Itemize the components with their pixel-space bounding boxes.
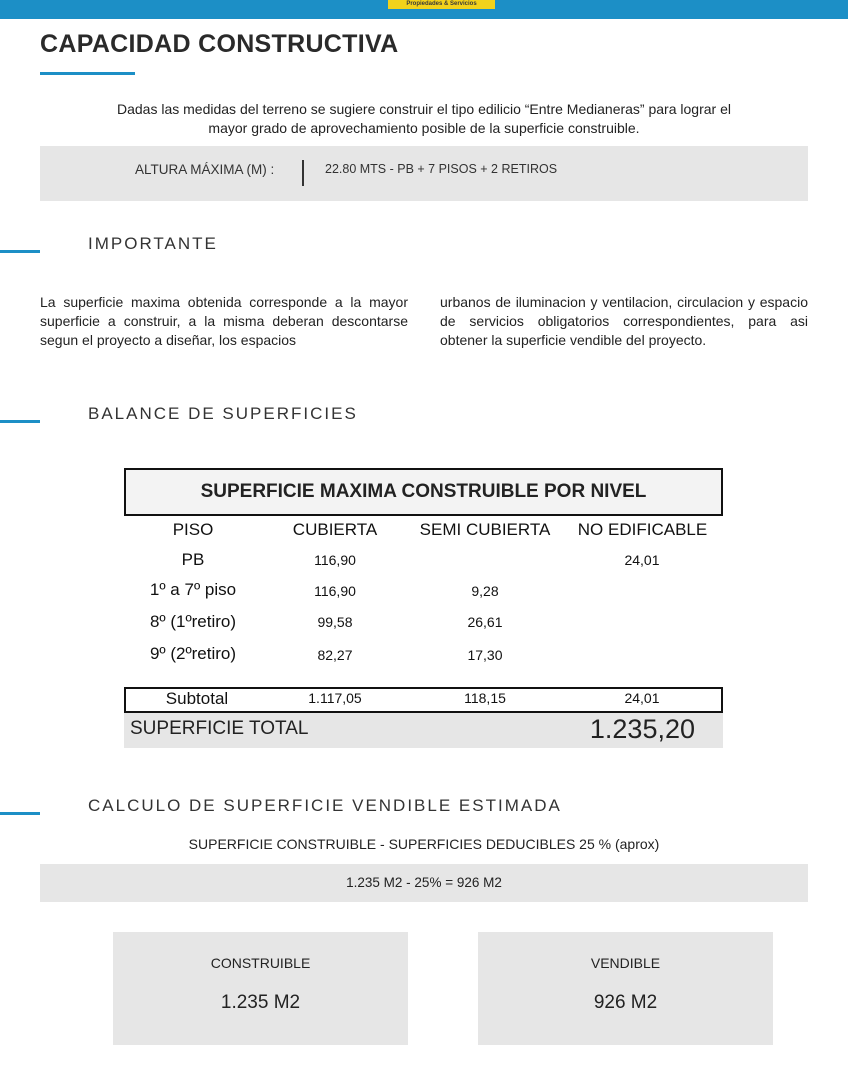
vendible-label: VENDIBLE (590, 955, 661, 971)
altura-value: 22.80 MTS - PB + 7 PISOS + 2 RETIROS (325, 162, 558, 176)
table-row-piso: PB (181, 550, 205, 569)
formula-box: 1.235 M2 - 25% = 926 M2 (40, 864, 808, 902)
subtotal-row (124, 687, 723, 713)
section-accent-line (0, 420, 40, 423)
construible-value: 1.235 M2 (220, 992, 301, 1013)
section-title-balance: BALANCE DE SUPERFICIES (88, 404, 358, 423)
total-row (124, 713, 723, 748)
table-title: SUPERFICIE MAXIMA CONSTRUIBLE POR NIVEL (124, 468, 723, 516)
column-header-cubierta: CUBIERTA (292, 520, 378, 539)
intro-line-2: mayor grado de aprovechamiento posible de la superficie construible. (208, 120, 640, 136)
intro-line-1: Dadas las medidas del terreno se sugiere construir el tipo edilicio “Entre Medianeras” para lograr el (117, 101, 731, 117)
table-cell-semi: 9,28 (471, 583, 499, 599)
vendible-value: 926 M2 (593, 992, 658, 1013)
section-accent-line (0, 812, 40, 815)
section-title-calculo: CALCULO DE SUPERFICIE VENDIBLE ESTIMADA (88, 796, 562, 815)
section-accent-line (0, 250, 40, 253)
table-cell-cubierta: 116,90 (314, 583, 356, 599)
column-header-no-edificable: NO EDIFICABLE (577, 520, 708, 539)
construible-label: CONSTRUIBLE (210, 955, 311, 971)
table-cell-no-edificable: 24,01 (624, 552, 660, 568)
table-cell-cubierta: 116,90 (314, 552, 356, 568)
altura-label: ALTURA MÁXIMA (M) : (135, 162, 275, 177)
title-underline (40, 72, 135, 75)
logo-tagline: Propiedades & Servicios (388, 0, 495, 9)
column-header-piso: PISO (172, 520, 214, 539)
table-cell-cubierta: 99,58 (317, 614, 353, 630)
column-header-semi-cubierta: SEMI CUBIERTA (419, 520, 551, 539)
table-row-piso: 1º a 7º piso (149, 580, 237, 599)
table-row-piso: 8º (1ºretiro) (149, 612, 237, 631)
total-value: 1.235,20 (589, 714, 695, 744)
table-cell-semi: 26,61 (467, 614, 503, 630)
subtotal-cubierta: 1.117,05 (308, 690, 362, 706)
intro-text (60, 100, 788, 138)
total-label: SUPERFICIE TOTAL (130, 718, 309, 739)
construible-card (113, 932, 408, 1045)
importante-text-left: La superficie maxima obtenida corresponde a la mayor superficie a construir, a la misma deberan descontarse segun el proyecto a diseñar, los espacios (40, 294, 408, 348)
table-row-piso: 9º (2ºretiro) (149, 644, 237, 663)
table-cell-cubierta: 82,27 (317, 647, 353, 663)
altura-separator (302, 160, 304, 186)
subtotal-no-edificable: 24,01 (624, 690, 660, 706)
importante-text-right: urbanos de iluminacion y ventilacion, circulacion y espacio de servicios obligatorios correspondientes, para asi obtener la superficie vendible del proyecto. (440, 294, 808, 348)
page-title: CAPACIDAD CONSTRUCTIVA (40, 30, 399, 58)
formula-label: SUPERFICIE CONSTRUIBLE - SUPERFICIES DEDUCIBLES 25 % (aprox) (188, 836, 660, 852)
section-title-importante: IMPORTANTE (88, 234, 218, 253)
altura-maxima-box (40, 146, 808, 201)
subtotal-semi: 118,15 (464, 690, 506, 706)
table-cell-semi: 17,30 (467, 647, 503, 663)
subtotal-label: Subtotal (165, 689, 229, 708)
vendible-card (478, 932, 773, 1045)
